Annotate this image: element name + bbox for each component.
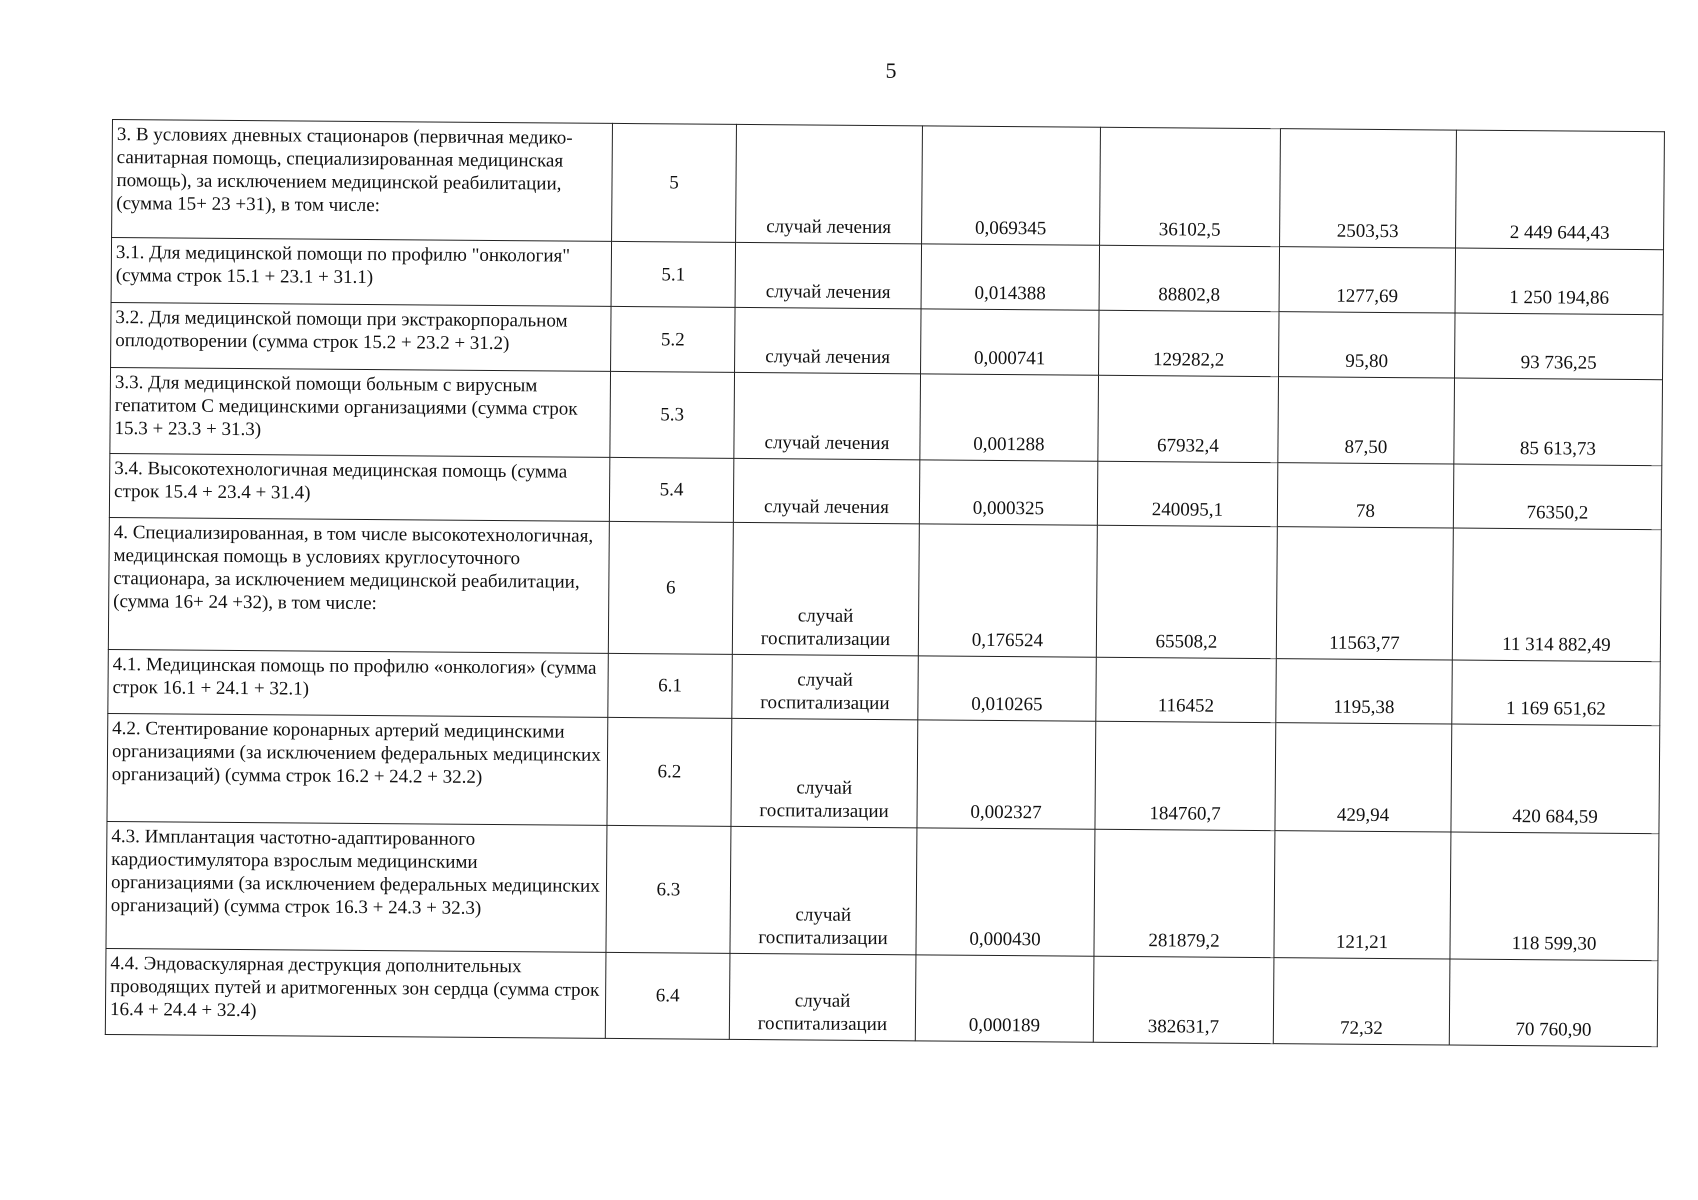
- row-cost-cell: 240095,1: [1097, 461, 1277, 526]
- row-per-capita-cell: 87,50: [1278, 377, 1455, 464]
- row-norm-cell: 0,000325: [919, 460, 1097, 525]
- row-total-cell: 76350,2: [1453, 464, 1661, 530]
- row-total-cell: 93 736,25: [1455, 313, 1664, 380]
- row-unit-cell: случай госпитализации: [732, 654, 918, 719]
- row-name-cell: 4.3. Имплантация частотно-адаптированного кардиостимулятора взрослым медицинскими организациями (за исключением федеральных медицинских организаций) (сумма строк 16.3 + 24.3 + 32.3): [106, 821, 607, 952]
- row-total-cell: 85 613,73: [1454, 378, 1663, 466]
- row-name-cell: 4.1. Медицинская помощь по профилю «онкология» (сумма строк 16.1 + 24.1 + 32.1): [108, 649, 608, 717]
- row-norm-cell: 0,069345: [922, 126, 1101, 245]
- row-per-capita-cell: 95,80: [1279, 312, 1456, 378]
- row-norm-cell: 0,000430: [916, 828, 1095, 956]
- row-per-capita-cell: 72,32: [1273, 958, 1450, 1045]
- row-code-cell: 5.2: [611, 306, 736, 372]
- row-norm-cell: 0,000741: [921, 309, 1100, 375]
- row-code-cell: 6.3: [606, 825, 731, 953]
- row-per-capita-cell: 78: [1277, 463, 1453, 528]
- row-name-cell: 3.4. Высокотехнологичная медицинская помощь (сумма строк 15.4 + 23.4 + 31.4): [109, 453, 609, 521]
- row-per-capita-cell: 2503,53: [1280, 129, 1457, 248]
- row-code-cell: 6.2: [607, 717, 732, 826]
- row-code-cell: 6: [608, 521, 733, 654]
- row-code-cell: 5.4: [609, 457, 733, 522]
- row-total-cell: 118 599,30: [1450, 832, 1659, 961]
- row-name-cell: 3.2. Для медицинской помощи при экстракорпоральном оплодотворении (сумма строк 15.2 + 23.2 + 31.2): [111, 302, 611, 371]
- row-per-capita-cell: 121,21: [1274, 831, 1451, 959]
- row-total-cell: 2 449 644,43: [1456, 130, 1665, 250]
- row-norm-cell: 0,010265: [918, 656, 1096, 721]
- row-code-cell: 5: [612, 123, 737, 242]
- row-cost-cell: 88802,8: [1099, 245, 1280, 311]
- row-total-cell: 420 684,59: [1451, 724, 1660, 834]
- table-row: [109, 453, 1661, 529]
- row-unit-cell: случай госпитализации: [731, 718, 918, 827]
- page-number: 5: [885, 58, 897, 83]
- row-name-cell: 3.1. Для медицинской помощи по профилю "онкология" (сумма строк 15.1 + 23.1 + 31.1): [111, 238, 611, 307]
- table-row: [111, 302, 1663, 379]
- row-norm-cell: 0,001288: [920, 374, 1099, 461]
- row-code-cell: 5.1: [611, 241, 736, 307]
- table-row: [107, 713, 1660, 833]
- row-cost-cell: 382631,7: [1093, 956, 1274, 1043]
- row-cost-cell: 281879,2: [1094, 829, 1275, 957]
- row-unit-cell: случай лечения: [736, 124, 923, 243]
- row-unit-cell: случай лечения: [733, 458, 919, 523]
- row-unit-cell: случай лечения: [734, 372, 921, 459]
- row-name-cell: 4.4. Эндоваскулярная деструкция дополнительных проводящих путей и аритмогенных зон сердца (сумма строк 16.4 + 24.4 + 32.4): [105, 948, 606, 1038]
- row-cost-cell: 184760,7: [1095, 721, 1276, 830]
- row-code-cell: 6.4: [605, 952, 730, 1039]
- row-total-cell: 1 250 194,86: [1455, 248, 1664, 315]
- row-name-cell: 3. В условиях дневных стационаров (первичная медико-санитарная помощь, специализированная медицинская помощь), за исключением медицинской реабилитации, (сумма 15+ 23 +31), в том числе:: [112, 120, 613, 242]
- row-cost-cell: 67932,4: [1098, 375, 1279, 462]
- table-row: [105, 948, 1658, 1046]
- row-cost-cell: 129282,2: [1099, 310, 1280, 376]
- table-row: [112, 120, 1665, 250]
- row-unit-cell: случай госпитализации: [732, 522, 919, 655]
- row-cost-cell: 65508,2: [1096, 525, 1277, 658]
- row-per-capita-cell: 11563,77: [1276, 527, 1453, 660]
- row-per-capita-cell: 1195,38: [1276, 659, 1452, 724]
- row-total-cell: 1 169 651,62: [1452, 660, 1660, 726]
- row-code-cell: 5.3: [610, 371, 735, 458]
- row-per-capita-cell: 1277,69: [1279, 247, 1456, 313]
- row-name-cell: 3.3. Для медицинской помощи больным с вирусным гепатитом С медицинскими организациями (сумма строк 15.3 + 23.3 + 31.3): [110, 367, 611, 457]
- table-row: [108, 649, 1660, 725]
- row-norm-cell: 0,176524: [918, 524, 1097, 657]
- row-norm-cell: 0,000189: [915, 955, 1094, 1042]
- table-row: [110, 367, 1663, 465]
- row-cost-cell: 116452: [1096, 657, 1276, 722]
- row-total-cell: 70 760,90: [1449, 959, 1658, 1047]
- row-unit-cell: случай госпитализации: [729, 953, 916, 1040]
- row-unit-cell: случай лечения: [735, 307, 922, 373]
- row-cost-cell: 36102,5: [1100, 127, 1281, 246]
- row-norm-cell: 0,002327: [917, 720, 1096, 829]
- row-unit-cell: случай лечения: [735, 242, 922, 308]
- row-total-cell: 11 314 882,49: [1452, 528, 1661, 662]
- row-unit-cell: случай госпитализации: [730, 826, 917, 954]
- row-code-cell: 6.1: [608, 653, 732, 718]
- row-norm-cell: 0,014388: [921, 244, 1100, 310]
- table-row: [111, 238, 1663, 315]
- row-name-cell: 4. Специализированная, в том числе высокотехнологичная, медицинская помощь в условиях круглосуточного стационара, за исключением медицинской реабилитации, (сумма 16+ 24 +32), в том числе:: [108, 517, 609, 653]
- table-row: [106, 821, 1659, 960]
- row-name-cell: 4.2. Стентирование коронарных артерий медицинскими организациями (за исключением федеральных медицинских организаций) (сумма строк 16.2 + 24.2 + 32.2): [107, 713, 608, 825]
- data-table: [105, 119, 1665, 1047]
- row-per-capita-cell: 429,94: [1275, 723, 1452, 832]
- table-row: [108, 517, 1661, 661]
